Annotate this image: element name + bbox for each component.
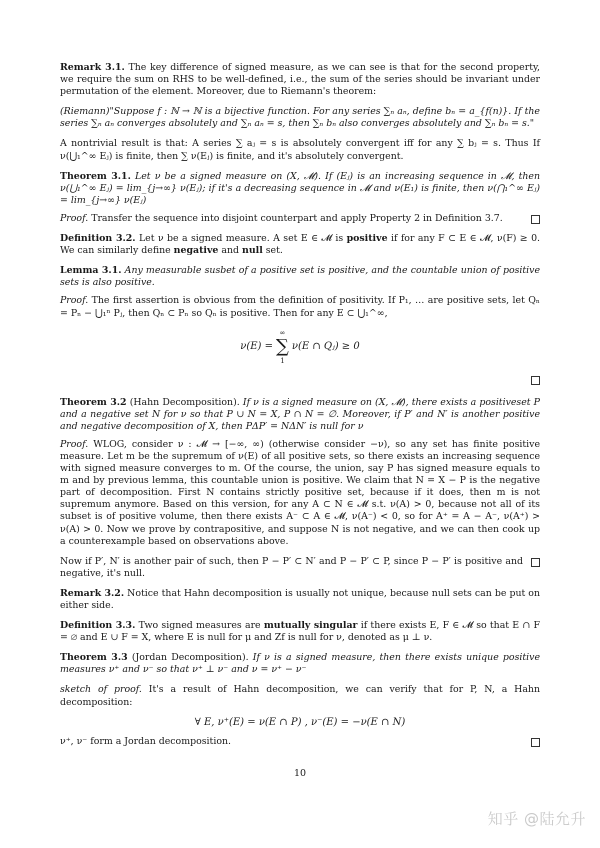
proof-label: Proof. xyxy=(60,295,89,307)
theorem-3-2-name: (Hahn Decomposition). xyxy=(129,396,240,408)
definition-3-2-text-a: Let ν be a signed measure. A set E ∈ 𝓜 is xyxy=(138,233,344,245)
definition-3-3-text-b: if there exists E, F ∈ 𝓜 so that E ∩ F = ∅ and E ∪ F = X, where E is null for μ and Zf is null for ν, denoted as μ ⊥ ν. xyxy=(60,620,540,644)
nontrivial-result: A nontrivial result is that: A series ∑ aⱼ = s is absolutely convergent iff for any ∑ bⱼ = s. Thus If ν(⋃₁^∞ Eⱼ) is finite, then ∑ ν(Eⱼ) is finite, and it's absolutely convergent. xyxy=(60,138,540,162)
qed-box-icon xyxy=(531,558,540,567)
sum-sign: ∑ xyxy=(276,335,289,357)
definition-3-3 xyxy=(60,620,540,644)
riemann-theorem-quote: (Riemann)"Suppose f : ℕ → ℕ is a bijective function. For any series ∑ₙ aₙ, define bₙ = a_{f(n)}. If the series ∑ₙ aₙ converges absolutely and ∑ₙ aₙ = s, then ∑ₙ bₙ also converges absolutely and ∑ₙ bₙ = s." xyxy=(60,106,540,130)
lemma-3-1-statement: Any measurable susbet of a positive set is positive, and the countable union of positive sets is also positive. xyxy=(60,265,541,289)
lemma-3-1-label: Lemma 3.1. xyxy=(60,265,122,277)
zhihu-watermark: 知乎 @陆允升 xyxy=(487,810,586,828)
qed-box-icon xyxy=(531,376,540,385)
proof-label: Proof. xyxy=(60,438,89,450)
remark-3-2-label: Remark 3.2. xyxy=(60,587,125,599)
jordan-conclusion: ν⁺, ν⁻ form a Jordan decomposition. xyxy=(60,735,231,747)
lemma-3-1 xyxy=(60,265,540,289)
theorem-3-3 xyxy=(60,652,540,676)
remark-3-2 xyxy=(60,588,540,612)
theorem-3-2-proof-text-2: Now if P′, N′ is another pair of such, then P − P′ ⊂ N′ and P − P′ ⊂ P, since P − P′ is positive and negative, it's null. xyxy=(60,555,523,579)
lemma-3-1-proof-text: The first assertion is obvious from the definition of positivity. If P₁, … are positive sets, let Qₙ = Pₙ − ⋃₁ⁿ Pⱼ, then Qₙ ⊂ Pₙ so Qₙ is positive. Then for any E ⊂ ⋃₁^∞, xyxy=(60,295,540,319)
theorem-3-2-proof xyxy=(60,439,540,548)
word-set: set. xyxy=(265,245,283,257)
definition-3-2 xyxy=(60,233,540,257)
jordan-equation: ∀ E, ν⁺(E) = ν(E ∩ P) , ν⁻(E) = −ν(E ∩ N) xyxy=(194,716,406,728)
remark-3-2-text: Notice that Hahn decomposition is usually not unique, because null sets can be put on either side. xyxy=(60,587,540,611)
term-positive: positive xyxy=(346,233,388,245)
qed-box-icon xyxy=(531,738,540,747)
term-null: null xyxy=(242,245,263,257)
term-negative: negative xyxy=(173,245,219,257)
theorem-3-3-name: (Jordan Decomposition). xyxy=(131,652,249,664)
theorem-3-1-statement: Let ν be a signed measure on (X, 𝓜). If (Eⱼ) is an increasing sequence in 𝓜, then ν(⋃₁^∞ Eⱼ) = lim_{j→∞} ν(Eⱼ); if it's a decreasing sequence in 𝓜 and ν(E₁) is finite, then ν(⋂₁^∞ Eⱼ) = lim_{j→∞} ν(Eⱼ) xyxy=(60,170,541,206)
theorem-3-2-proof-text: WLOG, consider ν : 𝓜 → [−∞, ∞) (otherwise consider −ν), so any set has finite positive measure. Let m be the supremum of ν(E) of all positive sets, so there exists an increasing sequence with signed measure converges to m. Of the course, the union, say P has signed measure equals to m and by previous lemma, this countable union is positive. We claim that N = X − P is the negative part of decomposition. First N contains strictly positive set, because if it does, then m is not supremum anymore. Based on this version, for any A ⊂ N ∈ 𝓜 s.t. ν(A) > 0, because not all of its subset is of positive volume, then there exists A⁻ ⊂ A ∈ 𝓜, ν(A⁻) < 0, so for A⁺ = A − A⁻, ν(A⁺) > ν(A) > 0. Now we prove by contrapositive, and suppose N is not negative, and we can then cook up a counterexample based on observations above. xyxy=(60,438,540,547)
eq-lhs: ν(E) = xyxy=(240,341,274,353)
remark-3-1-text: The key difference of signed measure, as we can see is that for the second property, we require the sum on RHS to be well-defined, i.e., the sum of the series should be invariant under permutation of the element. Moreover, due to Riemann's theorem: xyxy=(60,62,540,98)
qed-box-icon xyxy=(531,215,540,224)
theorem-3-3-sketch xyxy=(60,684,540,708)
page-number: 10 xyxy=(293,768,307,779)
definition-3-3-label: Definition 3.3. xyxy=(60,620,136,632)
theorem-3-2 xyxy=(60,397,540,433)
definition-3-2-text-b: if for any F ⊂ E ∈ 𝓜, ν(F) ≥ 0. We can similarly define xyxy=(60,233,541,257)
lemma-equation xyxy=(60,328,540,366)
theorem-3-1 xyxy=(60,171,540,207)
jordan-conclusion-row xyxy=(60,736,540,748)
theorem-3-1-label: Theorem 3.1. xyxy=(60,170,131,182)
proof-label: Proof. xyxy=(60,212,89,224)
remark-3-1 xyxy=(60,62,540,98)
sum-upper: ∞ xyxy=(279,328,286,337)
lemma-qed xyxy=(60,370,540,389)
term-mutually-singular: mutually singular xyxy=(263,620,358,632)
theorem-3-1-proof xyxy=(60,213,540,225)
theorem-3-3-label: Theorem 3.3 xyxy=(60,652,128,664)
theorem-3-3-statement: If ν is a signed measure, then there exists unique positive measures ν⁺ and ν⁻ so that ν⁺ ⊥ ν⁻ and ν = ν⁺ − ν⁻ xyxy=(60,652,540,676)
paper-page xyxy=(60,62,540,756)
word-and: and xyxy=(221,245,240,257)
lemma-3-1-proof xyxy=(60,295,540,319)
theorem-3-3-sketch-text: It's a result of Hahn decomposition, we can verify that for P, N, a Hahn decomposition: xyxy=(60,684,541,708)
sum-lower: 1 xyxy=(280,356,285,365)
theorem-3-2-label: Theorem 3.2 xyxy=(60,396,127,408)
definition-3-2-label: Definition 3.2. xyxy=(60,233,136,245)
eq-rhs: ν(E ∩ Qⱼ) ≥ 0 xyxy=(291,341,360,353)
theorem-3-1-proof-text: Transfer the sequence into disjoint counterpart and apply Property 2 in Definition 3.7. xyxy=(91,212,503,224)
sum-operator xyxy=(276,328,289,366)
remark-3-1-label: Remark 3.1. xyxy=(60,62,125,73)
sketch-label: sketch of proof. xyxy=(60,684,142,696)
theorem-3-2-statement: If ν is a signed measure on (X, 𝓜), there exists a positiveset P and a negative set N for ν so that P ∪ N = X, P ∩ N = ∅. Moreover, if P′ and N′ is another positive and negative decomposition of X, then PΔP′ = NΔN′ is null for ν xyxy=(60,396,540,432)
definition-3-3-text-a: Two signed measures are xyxy=(138,620,261,632)
theorem-3-2-proof-uniqueness xyxy=(60,556,540,580)
